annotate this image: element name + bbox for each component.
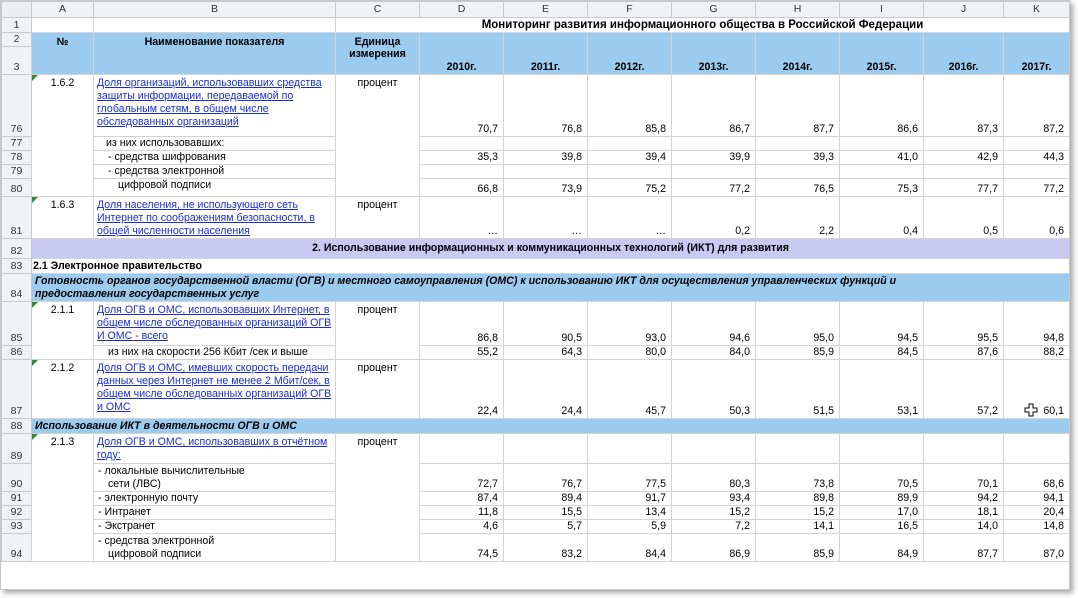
indicator-label[interactable]: - средства шифрования — [94, 151, 336, 165]
group-header[interactable]: Готовность органов государственной власти (ОГВ) и местного самоуправления (ОМС) к использованию ИКТ для осуществления управленческих функций и предоставления государственных услуг — [32, 274, 1070, 302]
value-cell[interactable]: 80,3 — [672, 464, 756, 492]
value-cell[interactable]: 77,7 — [924, 179, 1004, 197]
value-cell[interactable]: 75,3 — [840, 179, 924, 197]
row-header[interactable]: 81 — [2, 197, 32, 239]
value-cell[interactable] — [420, 434, 504, 464]
value-cell[interactable] — [420, 165, 504, 179]
header-year[interactable]: 2010г. — [420, 33, 504, 75]
sheet-row — [2, 179, 1070, 197]
comment-indicator-icon — [32, 75, 38, 81]
value-cell[interactable]: … — [504, 197, 588, 239]
value-cell[interactable]: 7,2 — [672, 520, 756, 534]
value-cell[interactable] — [420, 137, 504, 151]
row-header[interactable]: 83 — [2, 259, 32, 274]
sheet-row — [2, 492, 1070, 506]
value-cell[interactable]: 51,5 — [756, 360, 840, 419]
value-cell[interactable] — [504, 434, 588, 464]
column-header[interactable]: G — [672, 2, 756, 18]
value-cell[interactable]: 85,8 — [588, 75, 672, 137]
value-cell[interactable]: 95,5 — [924, 302, 1004, 346]
value-cell[interactable]: 87,4 — [420, 492, 504, 506]
indicator-label-line: сети (ЛВС) — [108, 478, 161, 490]
header-year[interactable]: 2013г. — [672, 33, 756, 75]
spreadsheet-grid[interactable] — [1, 1, 1070, 562]
value-cell[interactable] — [756, 137, 840, 151]
value-cell[interactable]: 13,4 — [588, 506, 672, 520]
value-cell[interactable]: 88,2 — [1004, 346, 1070, 360]
value-cell[interactable]: 22,4 — [420, 360, 504, 419]
value-cell[interactable] — [588, 434, 672, 464]
indicator-label-line: - средства электронной — [98, 535, 215, 547]
value-cell[interactable] — [924, 165, 1004, 179]
column-header-row — [2, 2, 1070, 18]
value-cell[interactable]: 86,7 — [672, 75, 756, 137]
sheet-row — [2, 274, 1070, 302]
value-cell[interactable]: 15,2 — [756, 506, 840, 520]
value-cell[interactable]: 87,2 — [1004, 75, 1070, 137]
section-header[interactable]: 2. Использование информационных и коммуникационных технологий (ИКТ) для развития — [32, 239, 1070, 259]
row-header[interactable]: 88 — [2, 419, 32, 434]
value-cell[interactable] — [1004, 137, 1070, 151]
sheet-row — [2, 506, 1070, 520]
value-cell[interactable]: 89,9 — [840, 492, 924, 506]
indicator-label-line: - локальные вычислительные — [98, 465, 245, 477]
indicator-link[interactable]: Доля населения, не использующего сеть Интернет по соображениям безопасности, в общей численности населения — [94, 197, 336, 239]
row-header[interactable]: 94 — [2, 534, 32, 562]
column-header[interactable]: B — [94, 2, 336, 18]
unit-cell[interactable]: процент — [336, 302, 420, 360]
value-cell[interactable] — [672, 137, 756, 151]
value-cell[interactable]: 44,3 — [1004, 151, 1070, 165]
header-number[interactable]: № — [32, 33, 94, 75]
value-cell[interactable] — [504, 165, 588, 179]
column-header[interactable]: C — [336, 2, 420, 18]
indicator-link[interactable]: Доля организаций, использовавших средства защиты информации, передаваемой по глобальным сетям, в общем числе обследованных организаций — [94, 75, 336, 137]
value-cell[interactable]: 76,5 — [756, 179, 840, 197]
value-cell[interactable]: 84,5 — [840, 346, 924, 360]
row-header[interactable]: 87 — [2, 360, 32, 419]
value-cell[interactable]: 94,5 — [840, 302, 924, 346]
value-cell[interactable]: 0,5 — [924, 197, 1004, 239]
sheet-row — [2, 360, 1070, 419]
value-cell[interactable]: 20,4 — [1004, 506, 1070, 520]
value-cell[interactable] — [672, 434, 756, 464]
header-indicator-name[interactable]: Наименование показателя — [94, 33, 336, 75]
value-cell[interactable]: 84,4 — [588, 534, 672, 562]
value-cell[interactable]: 15,5 — [504, 506, 588, 520]
value-cell[interactable]: 60,1 — [1004, 360, 1070, 419]
header-year[interactable]: 2015г. — [840, 33, 924, 75]
indicator-label-line: цифровой подписи — [108, 548, 202, 560]
value-cell[interactable]: 94,2 — [924, 492, 1004, 506]
comment-indicator-icon — [32, 197, 38, 203]
value-cell[interactable]: 24,4 — [504, 360, 588, 419]
indicator-label[interactable] — [94, 534, 336, 562]
value-cell[interactable]: 72,7 — [420, 464, 504, 492]
row-header[interactable]: 2 — [2, 33, 32, 47]
row-header[interactable]: 86 — [2, 346, 32, 360]
value-cell[interactable] — [1004, 165, 1070, 179]
value-cell[interactable]: 11,8 — [420, 506, 504, 520]
value-cell[interactable]: 77,2 — [672, 179, 756, 197]
value-cell[interactable]: 84,0 — [672, 346, 756, 360]
unit-cell[interactable]: процент — [336, 75, 420, 197]
value-cell[interactable]: 94,6 — [672, 302, 756, 346]
value-cell[interactable]: 16,5 — [840, 520, 924, 534]
value-cell[interactable]: 0,2 — [672, 197, 756, 239]
value-cell[interactable] — [924, 137, 1004, 151]
value-cell[interactable] — [588, 137, 672, 151]
comment-indicator-icon — [32, 302, 38, 308]
column-header[interactable]: H — [756, 2, 840, 18]
indicator-label[interactable]: - средства электронной — [94, 165, 336, 179]
sheet-row — [2, 165, 1070, 179]
sheet-title[interactable]: Мониторинг развития информационного общества в Российской Федерации — [336, 18, 1070, 33]
sheet-row — [2, 302, 1070, 346]
value-cell[interactable]: 87,3 — [924, 75, 1004, 137]
indicator-code-text: 2.1.2 — [50, 362, 75, 374]
value-cell[interactable] — [756, 165, 840, 179]
value-cell[interactable]: 86,9 — [672, 534, 756, 562]
value-cell[interactable]: 53,1 — [840, 360, 924, 419]
indicator-label[interactable]: - Экстранет — [94, 520, 336, 534]
value-cell[interactable]: 83,2 — [504, 534, 588, 562]
indicator-label[interactable]: цифровой подписи — [94, 179, 336, 197]
sheet-row — [2, 534, 1070, 562]
value-cell[interactable]: 39,3 — [756, 151, 840, 165]
row-header[interactable]: 76 — [2, 75, 32, 137]
value-cell[interactable]: 0,6 — [1004, 197, 1070, 239]
value-cell[interactable]: 5,7 — [504, 520, 588, 534]
column-header[interactable]: J — [924, 2, 1004, 18]
value-cell[interactable]: 75,2 — [588, 179, 672, 197]
value-cell[interactable]: 73,9 — [504, 179, 588, 197]
row-header[interactable]: 77 — [2, 137, 32, 151]
row-header[interactable]: 1 — [2, 18, 32, 33]
indicator-link[interactable]: Доля ОГВ и ОМС, использовавших в отчётном году: — [94, 434, 336, 464]
value-cell[interactable]: 17,0 — [840, 506, 924, 520]
value-cell[interactable]: 90,5 — [504, 302, 588, 346]
value-cell[interactable]: 85,9 — [756, 346, 840, 360]
value-cell[interactable]: 89,8 — [756, 492, 840, 506]
sheet-row — [2, 419, 1070, 434]
indicator-code-text: 1.6.3 — [50, 199, 75, 211]
value-cell[interactable]: 94,1 — [1004, 492, 1070, 506]
sheet-row — [2, 239, 1070, 259]
value-cell[interactable]: 87,7 — [756, 75, 840, 137]
value-cell[interactable]: 18,1 — [924, 506, 1004, 520]
cell[interactable] — [32, 18, 94, 33]
value-cell[interactable]: 77,2 — [1004, 179, 1070, 197]
value-cell[interactable]: 87,7 — [924, 534, 1004, 562]
row-header[interactable]: 82 — [2, 239, 32, 259]
value-cell[interactable]: 84,9 — [840, 534, 924, 562]
indicator-code[interactable] — [32, 75, 94, 197]
sheet-row — [2, 18, 1070, 33]
indicator-link[interactable]: Доля ОГВ и ОМС, имевших скорость передачи данных через Интернет не менее 2 Мбит/сек, в общем числе обследованных организаций ОГВ и ОМС — [94, 360, 336, 419]
value-cell[interactable]: 15,2 — [672, 506, 756, 520]
column-header[interactable]: F — [588, 2, 672, 18]
indicator-code-text: 2.1.1 — [50, 304, 75, 316]
value-cell[interactable] — [840, 137, 924, 151]
value-cell[interactable] — [672, 165, 756, 179]
value-cell[interactable]: 64,3 — [504, 346, 588, 360]
value-cell[interactable]: 85,9 — [756, 534, 840, 562]
sheet-row — [2, 346, 1070, 360]
indicator-code-text: 2.1.3 — [50, 436, 75, 448]
value-cell[interactable] — [588, 165, 672, 179]
header-unit[interactable]: Единица измерения — [336, 33, 420, 75]
indicator-code-text: 1.6.2 — [50, 77, 75, 89]
indicator-code[interactable] — [32, 302, 94, 360]
indicator-code[interactable] — [32, 360, 94, 419]
indicator-code[interactable] — [32, 434, 94, 562]
value-cell[interactable]: 14,0 — [924, 520, 1004, 534]
value-cell[interactable]: 73,8 — [756, 464, 840, 492]
sheet-row — [2, 520, 1070, 534]
value-cell[interactable]: 86,8 — [420, 302, 504, 346]
value-cell[interactable]: 70,1 — [924, 464, 1004, 492]
row-header[interactable]: 84 — [2, 274, 32, 302]
select-all-corner[interactable] — [2, 2, 32, 18]
row-header[interactable]: 79 — [2, 165, 32, 179]
value-cell[interactable] — [756, 434, 840, 464]
row-header[interactable]: 92 — [2, 506, 32, 520]
value-cell[interactable]: 4,6 — [420, 520, 504, 534]
sheet-row — [2, 33, 1070, 47]
value-cell[interactable] — [840, 434, 924, 464]
unit-cell[interactable]: процент — [336, 360, 420, 419]
value-cell[interactable]: 87,0 — [1004, 534, 1070, 562]
value-cell[interactable]: 42,9 — [924, 151, 1004, 165]
row-header[interactable]: 91 — [2, 492, 32, 506]
value-cell[interactable]: 0,4 — [840, 197, 924, 239]
group-header[interactable]: Использование ИКТ в деятельности ОГВ и ОМС — [32, 419, 1070, 434]
indicator-label[interactable]: из них использовавших: — [94, 137, 336, 151]
value-cell[interactable]: 39,9 — [672, 151, 756, 165]
cell[interactable] — [94, 18, 336, 33]
row-header[interactable]: 93 — [2, 520, 32, 534]
value-cell[interactable]: 93,0 — [588, 302, 672, 346]
sheet-row — [2, 137, 1070, 151]
row-header[interactable]: 78 — [2, 151, 32, 165]
column-header[interactable]: E — [504, 2, 588, 18]
value-cell[interactable]: … — [420, 197, 504, 239]
indicator-label[interactable]: - электронную почту — [94, 492, 336, 506]
unit-cell[interactable]: процент — [336, 434, 420, 562]
value-cell[interactable]: 70,5 — [840, 464, 924, 492]
sheet-row — [2, 259, 1070, 274]
column-header[interactable]: K — [1004, 2, 1070, 18]
value-cell[interactable]: 91,7 — [588, 492, 672, 506]
row-header[interactable]: 89 — [2, 434, 32, 464]
indicator-label[interactable]: - Интранет — [94, 506, 336, 520]
value-cell[interactable]: 35,3 — [420, 151, 504, 165]
column-header[interactable]: D — [420, 2, 504, 18]
sheet-row — [2, 434, 1070, 464]
sheet-row — [2, 197, 1070, 239]
indicator-label[interactable]: из них на скорости 256 Кбит /сек и выше — [94, 346, 336, 360]
value-cell[interactable]: 93,4 — [672, 492, 756, 506]
value-cell[interactable] — [1004, 434, 1070, 464]
value-cell[interactable]: 86,6 — [840, 75, 924, 137]
comment-indicator-icon — [32, 434, 38, 440]
sheet-row — [2, 151, 1070, 165]
value-cell[interactable]: 39,8 — [504, 151, 588, 165]
column-header[interactable]: I — [840, 2, 924, 18]
value-cell[interactable]: 55,2 — [420, 346, 504, 360]
value-cell[interactable]: 77,5 — [588, 464, 672, 492]
value-cell[interactable] — [840, 165, 924, 179]
row-header[interactable]: 90 — [2, 464, 32, 492]
header-year[interactable]: 2017г. — [1004, 33, 1070, 75]
value-cell[interactable]: 41,0 — [840, 151, 924, 165]
value-cell[interactable]: 57,2 — [924, 360, 1004, 419]
value-cell[interactable]: 2,2 — [756, 197, 840, 239]
indicator-link[interactable]: Доля ОГВ и ОМС, использовавших Интернет, в общем числе обследованных организаций ОГВ И ОМС - всего — [94, 302, 336, 346]
value-cell[interactable]: 50,3 — [672, 360, 756, 419]
subsection-title[interactable]: 2.1 Электронное правительство — [32, 259, 1070, 274]
header-year[interactable]: 2011г. — [504, 33, 588, 75]
sheet-row — [2, 464, 1070, 492]
row-header[interactable]: 85 — [2, 302, 32, 346]
header-year[interactable]: 2014г. — [756, 33, 840, 75]
row-header[interactable]: 3 — [2, 47, 32, 75]
indicator-label[interactable] — [94, 464, 336, 492]
sheet-row — [2, 75, 1070, 137]
comment-indicator-icon — [32, 360, 38, 366]
value-cell[interactable]: 94,8 — [1004, 302, 1070, 346]
value-cell[interactable]: 14,1 — [756, 520, 840, 534]
value-cell[interactable]: … — [588, 197, 672, 239]
value-cell[interactable]: 45,7 — [588, 360, 672, 419]
value-cell[interactable]: 68,6 — [1004, 464, 1070, 492]
value-cell[interactable]: 80,0 — [588, 346, 672, 360]
value-cell[interactable]: 74,5 — [420, 534, 504, 562]
header-year[interactable]: 2012г. — [588, 33, 672, 75]
value-cell[interactable] — [924, 434, 1004, 464]
value-cell[interactable]: 76,8 — [504, 75, 588, 137]
value-cell[interactable]: 39,4 — [588, 151, 672, 165]
unit-cell[interactable]: процент — [336, 197, 420, 239]
value-cell[interactable]: 87,6 — [924, 346, 1004, 360]
header-year[interactable]: 2016г. — [924, 33, 1004, 75]
value-cell[interactable]: 76,7 — [504, 464, 588, 492]
row-header[interactable]: 80 — [2, 179, 32, 197]
cross-cursor-icon — [1024, 403, 1038, 417]
value-cell[interactable]: 66,8 — [420, 179, 504, 197]
value-cell[interactable]: 89,4 — [504, 492, 588, 506]
value-cell[interactable] — [504, 137, 588, 151]
value-cell[interactable]: 14,8 — [1004, 520, 1070, 534]
column-header[interactable]: A — [32, 2, 94, 18]
value-cell[interactable]: 95,0 — [756, 302, 840, 346]
value-cell[interactable]: 70,7 — [420, 75, 504, 137]
indicator-code[interactable] — [32, 197, 94, 239]
value-cell[interactable]: 5,9 — [588, 520, 672, 534]
